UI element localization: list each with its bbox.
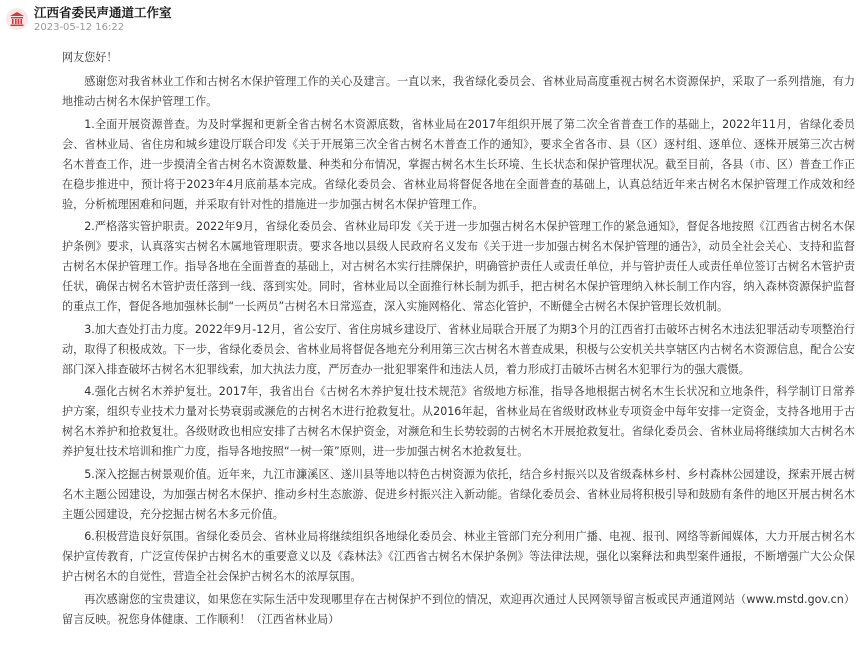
replier-name[interactable]: 江西省委民声通道工作室 — [34, 5, 172, 20]
paragraph-intro: 感谢您对我省林业工作和古树名木保护管理工作的关心及建言。一直以来，我省绿化委员会、省林业局高度重视古树名木资源保护，采取了一系列措施，有力地推动古树名木保护管理工作。 — [62, 75, 855, 108]
greeting: 网友您好！ — [62, 51, 118, 64]
paragraph-publicity: 6.积极营造良好氛围。省绿化委员会、省林业局将继续组织各地绿化委员会、林业主管部门充分利用广播、电视、报刊、网络等新闻媒体，大力开展古树名木保护宣传教育，广泛宣传保护古树名木的重要意义以及《森林法》《江西省古树名木保护条例》等法律法规，强化以案释法和典型案件通报，不断增强广大公众保护古树名木的自觉性，营造全社会保护古树名木的浓厚氛围。 — [62, 530, 855, 583]
reply-body — [62, 48, 855, 632]
government-building-icon — [6, 8, 28, 30]
paragraph-enforcement: 3.加大查处打击力度。2022年9月-12月，省公安厅、省住房城乡建设厅、省林业局联合开展了为期3个月的江西省打击破坏古树名木违法犯罪活动专项整治行动，取得了积极成效。下一步，省绿化委员会、省林业局将督促各地充分利用第三次古树名木普查成果，积极与公安机关共享辖区内古树名木资源信息，配合公安部门深入排查破坏古树名木犯罪线索，加大执法力度，严厉查办一批犯罪案件和违法人员，着力形成打击破坏古树名木犯罪行为的强大震慑。 — [62, 322, 855, 376]
paragraph-rejuvenation: 4.强化古树名木养护复壮。2017年，我省出台《古树名木养护复壮技术规范》省级地方标准，指导各地根据古树名木生长状况和立地条件，科学制订日常养护方案，组织专业技术力量对长势衰弱或濒危的古树名木进行抢救复壮。从2016年起，省林业局在省级财政林业专项资金中每年安排一定资金，支持各地用于古树名木养护和抢救复壮。各级财政也相应安排了古树名木保护资金，对濒危和生长势较弱的古树名木开展抢救复壮。省绿化委员会、省林业局将继续加大古树名木养护复壮技术培训和推广力度，指导各地按照“一树一策”原则，进一步加强古树名木抢救复壮。 — [62, 385, 855, 458]
paragraph-landscape-value: 5.深入挖掘古树景观价值。近年来，九江市濂溪区、遂川县等地以特色古树资源为依托，结合乡村振兴以及省级森林乡村、乡村森林公园建设，探索开展古树名木主题公园建设，为加强古树名木保护、推动乡村生态旅游、促进乡村振兴注入新动能。省绿化委员会、省林业局将积极引导和鼓励有条件的地区开展古树名木主题公园建设，充分挖掘古树名木多元价值。 — [62, 467, 855, 521]
reply-header — [6, 0, 854, 40]
paragraph-management-duties: 2.严格落实管护职责。2022年9月，省绿化委员会、省林业局印发《关于进一步加强古树名木保护管理工作的紧急通知》，督促各地按照《江西省古树名木保护条例》要求，认真落实古树名木属地管理职责。要求各地以县级人民政府名义发布《关于进一步加强古树名木保护管理的通告》，动员全社会关心、支持和监督古树名木保护管理工作。指导各地在全面普查的基础上，对古树名木实行挂牌保护，明确管护责任人或责任单位，并与管护责任人或责任单位签订古树名木管护责任状，确保古树名木管护责任落到一线、落到实处。同时，省林业局以全面推行林长制为抓手，把古树名木保护管理纳入林长制工作内容，纳入森林资源保护监督的重点工作，督促各地加强林长制“一长两员”古树名木日常巡查，深入实施网格化、常态化管护，不断健全古树名木保护管理长效机制。 — [62, 220, 855, 313]
paragraph-resource-survey: 1.全面开展资源普查。为及时掌握和更新全省古树名木资源底数，省林业局在2017年组织开展了第二次全省普查工作的基础上，2022年11月，省绿化委员会、省林业局、省住房和城乡建设厅联合印发《关于开展第三次全省古树名木普查工作的通知》，要求全省各市、县（区）逐村组、逐单位、逐株开展第三次古树名木普查工作，进一步摸清全省古树名木资源数量、种类和分布情况，掌握古树名木生长环境、生长状态和保护管理状况。截至目前，各县（市、区）普查工作正在稳步推进中，预计将于2023年4月底前基本完成。省绿化委员会、省林业局将督促各地在全面普查的基础上，认真总结近年来古树名木保护管理工作成效和经验，分析梳理困难和问题，并采取有针对性的措施进一步加强古树名木保护管理工作。 — [62, 117, 855, 211]
reply-date: 2023-05-12 16:22 — [34, 22, 125, 33]
paragraph-closing: 再次感谢您的宝贵建议，如果您在实际生活中发现哪里存在古树保护不到位的情况，欢迎再次通过人民网领导留言板或民声通道网站（www.mstd.gov.cn）留言反映。祝您身体健康、工作顺利！（江西省林业局） — [62, 592, 855, 626]
